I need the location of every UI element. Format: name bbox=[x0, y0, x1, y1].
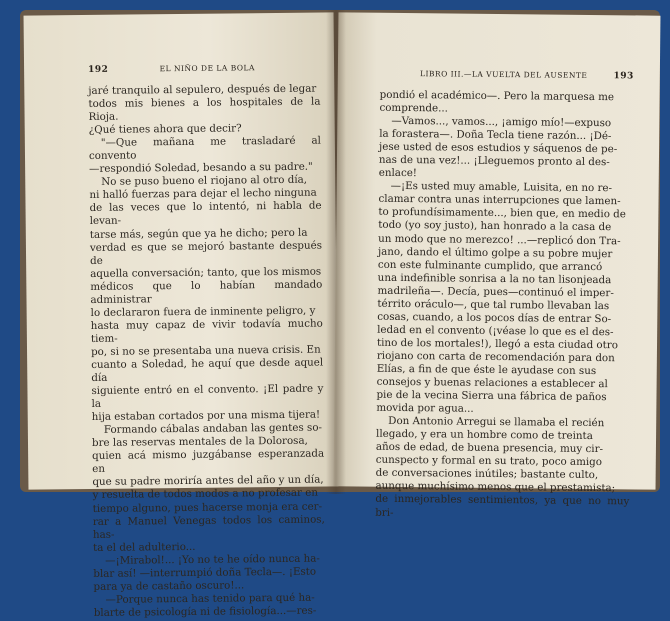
left-page bbox=[24, 12, 339, 619]
paragraph: —¡Es usted muy amable, Luisita, en no re- clamar contra unas interrupciones que lamen- to profundísimamente..., bien que, en medio de todo (yo soy justo), han honrado a la casa de un modo que no merezco! ...—replicó don Tra- jano, dando el último golpe a su pobre mujer con este fulminante cumplido, que arrancó una indefinible sonrisa a la no tan lisonjeada madrileña—. Decía, pues—continuó el imper- térrito oráculo—, que tal rumbo llevaban las cosas, cuando, a los pocos días de entrar So- ledad en el convento (¡véase lo que es el des- tino de los mortales!), llegó a esta ciudad otro riojano con carta de recomendación para don Elías, a fin de que éste le ayudase con sus consejos y buenas relaciones a establecer al pie de la vecina Sierra una fábrica de paños movida por agua... bbox=[376, 180, 626, 415]
right-page bbox=[334, 12, 661, 519]
paragraph: —Porque nunca has tenido para qué ha- blarte de psicología ni de fisiología...—res- bbox=[93, 591, 317, 619]
paragraph: pondió el académico—. Pero la marquesa me comprende... bbox=[379, 88, 615, 115]
paragraph: Don Antonio Arregui se llamaba el recién llegado, y era un hombre como de treinta años de edad, de buena presencia, muy cir- cunspecto y formal en su trato, poco amigo de conversaciones inútiles; bastante culto, aunque muchísimo menos que el prestamista; de inmejorables sentimientos, ya que no muy bri- bbox=[375, 415, 630, 519]
paragraph: —Vamos..., vamos..., ¡amigo mío!—expuso la forastera—. Doña Tecla tiene razón... ¡Dé- jese usted de esos estudios y sáquenos de pe- nas de una vez!... ¡Lleguemos pronto al des- enlace! bbox=[378, 114, 618, 180]
paragraph: "—Que mañana me trasladaré al convento —respondió Soledad, besando a su padre." bbox=[88, 134, 321, 176]
paragraph: jaré tranquilo al sepulero, después de legar todos mis bienes a los hospitales de la Rioja. ¿Qué tienes ahora que decir? bbox=[88, 82, 321, 137]
book-gutter bbox=[326, 10, 346, 494]
right-page-text bbox=[375, 89, 633, 522]
right-page-header bbox=[380, 69, 634, 82]
left-running-head: EL NIÑO DE LA BOLA bbox=[159, 63, 255, 74]
left-page-number: 192 bbox=[88, 64, 109, 75]
paragraph: Formando cábalas andaban las gentes so- bre las reservas mentales de la Dolorosa, quien acá mismo juzgábanse esperanzada en que su padre moriría antes del año y un día, y resuelta de todos modos a no profesar en tiempo alguno, pues hacerse monja era cer- rar a Manuel Venegas todos los caminos, has- ta el del adulterio... bbox=[91, 421, 325, 554]
right-page-number: 193 bbox=[613, 71, 634, 82]
right-running-head: LIBRO III.—LA VUELTA DEL AUSENTE bbox=[419, 69, 588, 80]
left-page-text bbox=[88, 83, 326, 620]
left-page-header bbox=[88, 63, 320, 75]
paragraph: —¡Mirabol!... ¡Yo no te he oído nunca ha- blar así! —interrumpió doña Tecla—. ¡Esto para ya de castaño oscuro!... bbox=[93, 552, 320, 593]
paragraph: No se puso bueno el riojano al otro día, ni halló fuerzas para dejar el lecho ninguna de las veces que lo intentó, ni habla de levan- tarse más, según que ya he dicho; pero la verdad es que se mejoró bastante después de aquella conversación; tanto, que los mismos médicos que lo habían mandado administrar lo declararon fuera de inminente peligro, y hasta muy capaz de vivir todavía mucho tiem- po, si no se presentaba una nueva crisis. En cuanto a Soledad, he aquí que desde aquel día siguiente entró en el convento. ¡El padre y la hija estaban cortados por una misma tijera! bbox=[89, 174, 324, 424]
